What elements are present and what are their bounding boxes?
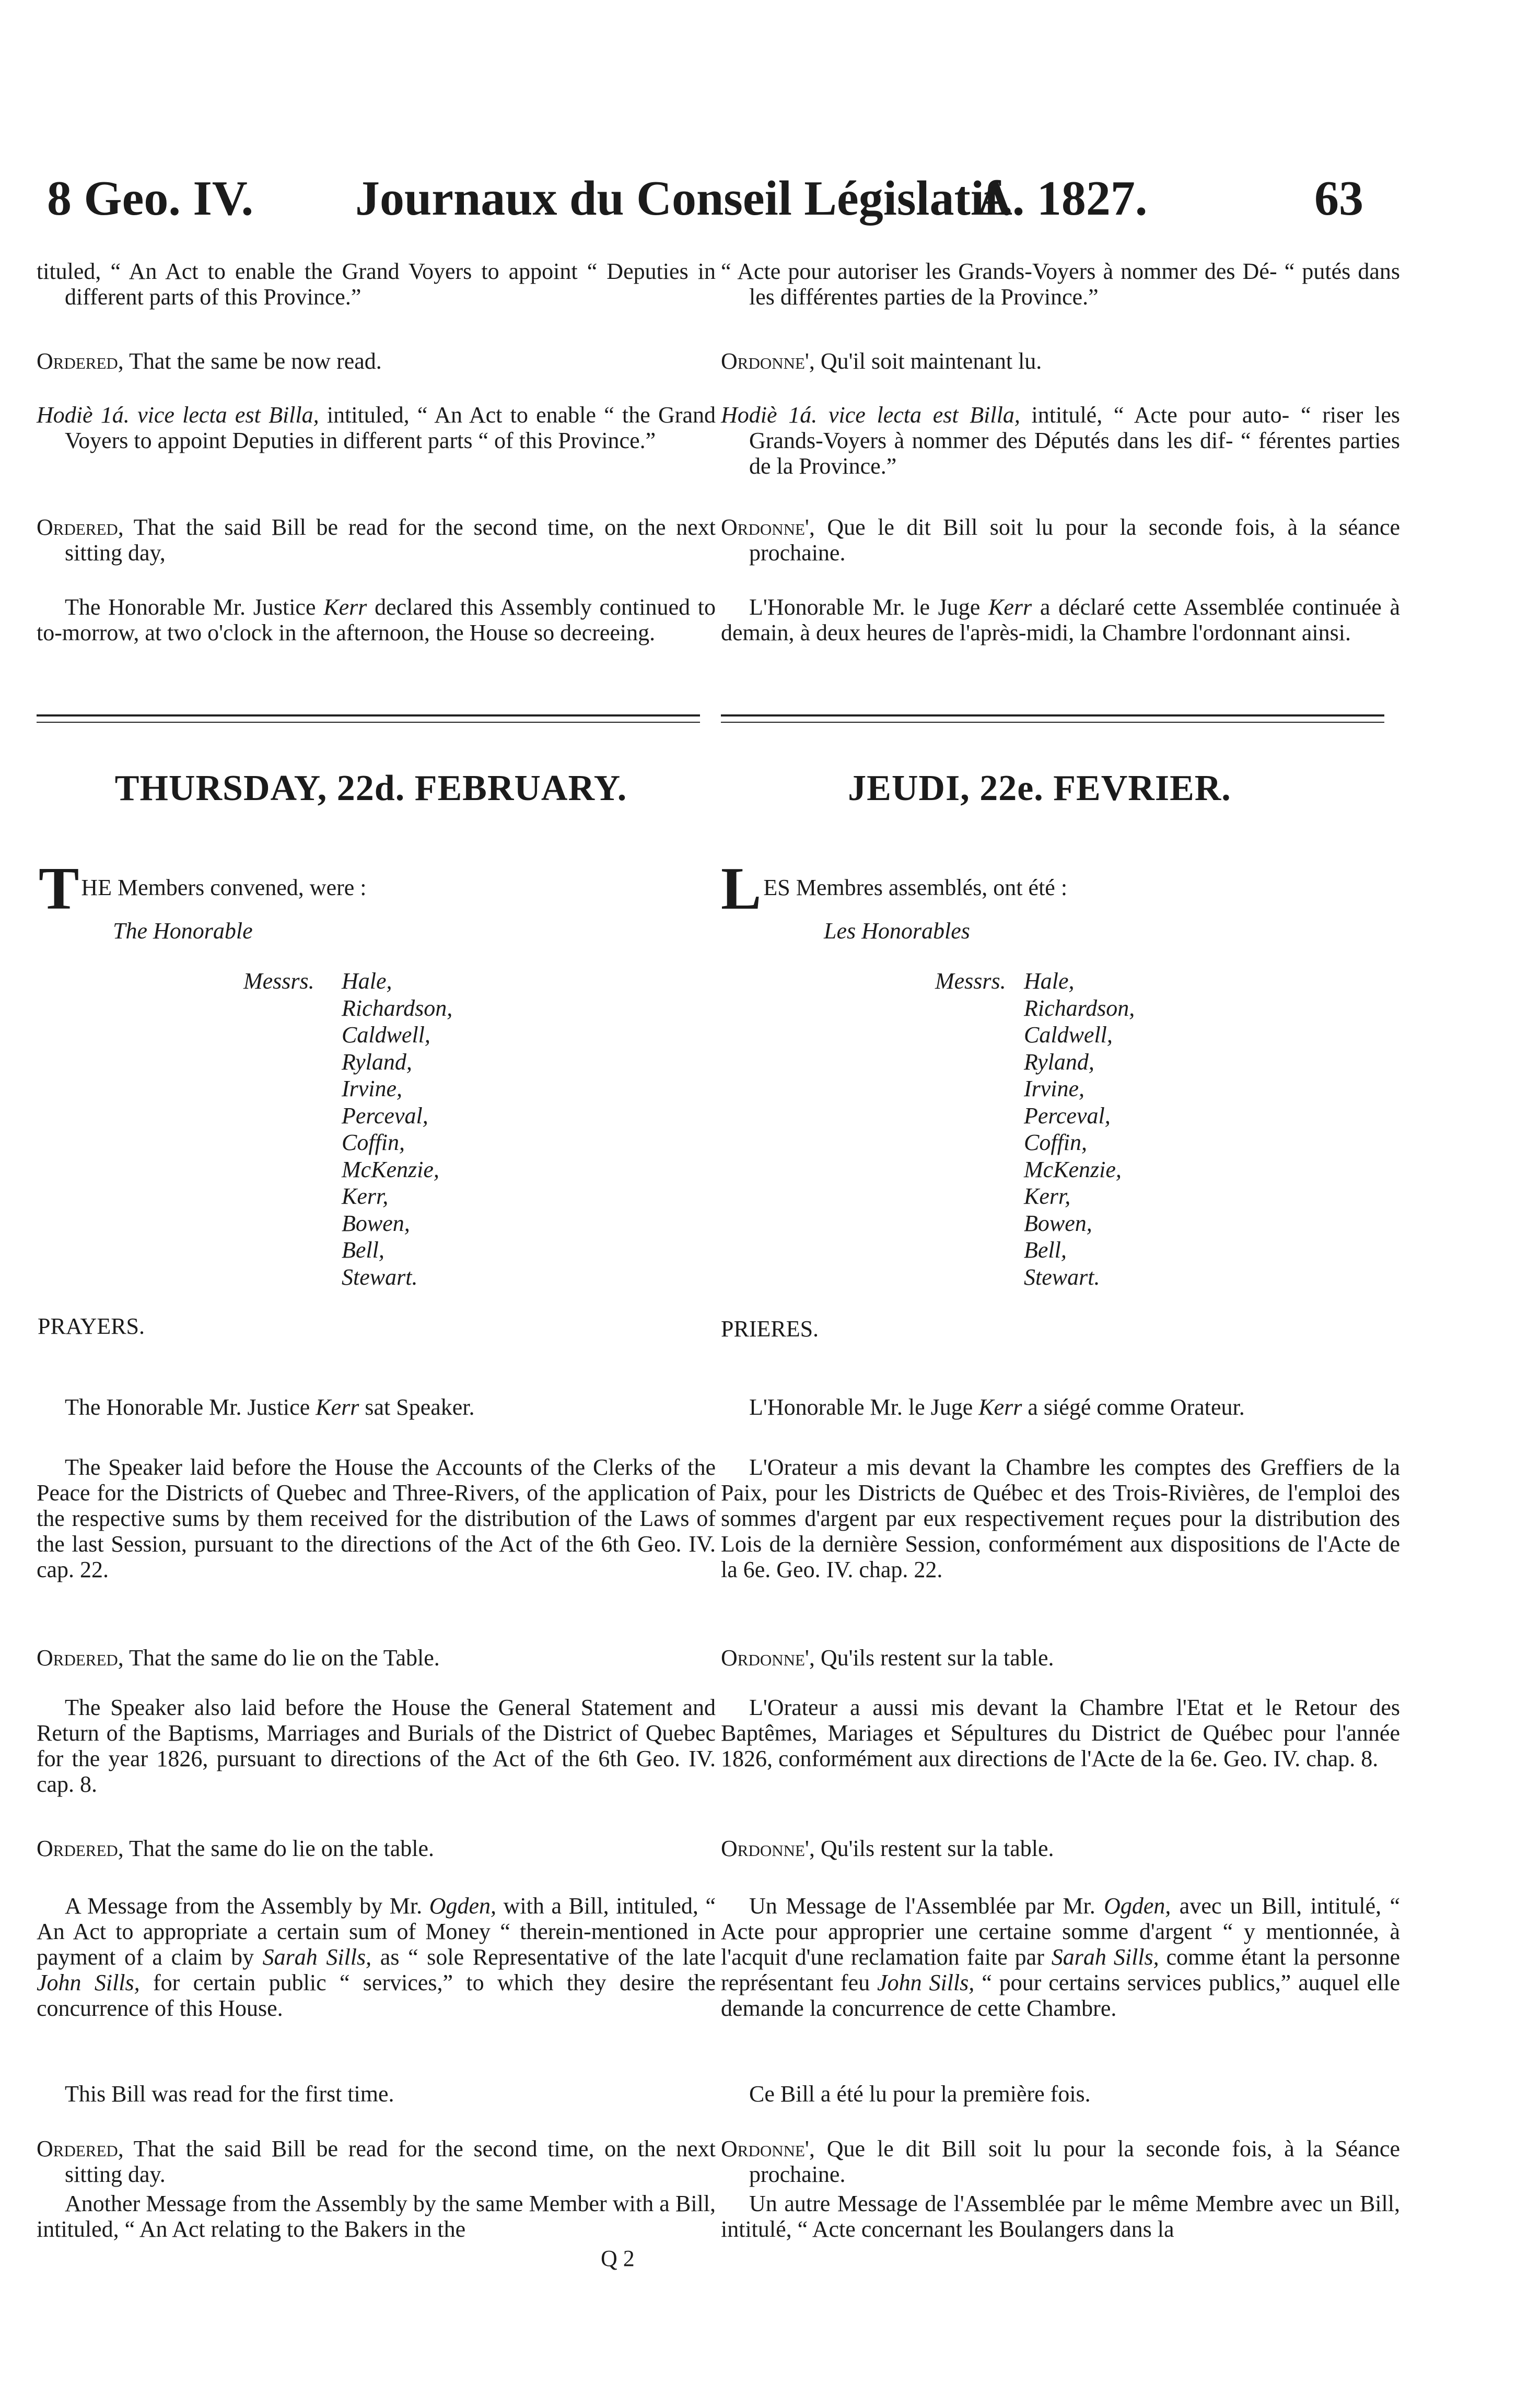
top-left-hodie [37, 402, 716, 453]
body-left-ordered-table [37, 1645, 716, 1671]
prayers-french: PRIERES. [721, 1316, 819, 1342]
section-rule-left-bottom [37, 722, 700, 723]
message-text-b: avec un Bill, intitulé, “ Acte pour approprier une certaine somme d'argent “ y mentionnée, à l'acquit d'une reclamation faite par [721, 1893, 1400, 1970]
member-name: McKenzie, [342, 1156, 439, 1182]
message-text-d: for certain public “ services,” to which they desire the concurrence of this House. [37, 1970, 716, 2021]
body-left-baptisms: The Speaker also laid before the House the General Statement and Return of the Baptisms, Marriages and Burials of the District of Quebec for the year 1826, pursuant to directions of the Act of the 6th Geo. IV. cap. 8. [37, 1695, 716, 1797]
speaker-text-a: The Honorable Mr. Justice [65, 1394, 316, 1420]
speaker-text-a: L'Honorable Mr. le Juge [749, 1394, 979, 1420]
ordered-text: That the said Bill be read for the second time, on the next sitting day, [65, 514, 716, 566]
honorable-label-french: Les Honorables [824, 918, 970, 944]
ordered-label: Ordered, [37, 348, 124, 374]
speaker-text-b: a siégé comme Orateur. [1022, 1394, 1245, 1420]
speaker-text-b: sat Speaker. [359, 1394, 475, 1420]
drop-cap: L [721, 855, 762, 922]
adjourn-text-b: a déclaré cette Assemblée continuée à demain, à deux heures de l'après-midi, la Chambre l'ordonnant ainsi. [721, 594, 1400, 645]
member-name: Coffin, [342, 1130, 405, 1155]
member-name: Ryland, [1024, 1049, 1094, 1075]
message-text-c: as “ sole Representative of the late [371, 1944, 716, 1970]
name-sarah-sills: Sarah Sills, [262, 1944, 372, 1970]
top-left-adjourn [37, 594, 716, 645]
name-ogden: Ogden, [1104, 1893, 1171, 1919]
ordonne-label: Ordonne', [721, 348, 815, 374]
top-left-ordered-second [37, 514, 716, 566]
header-title: Journaux du Conseil Législatif. [355, 171, 1013, 226]
top-right-adjourn [721, 594, 1400, 645]
prayers-english: PRAYERS. [38, 1313, 145, 1339]
header-reign: 8 Geo. IV. [47, 171, 254, 226]
member-name: Coffin, [1024, 1130, 1088, 1155]
body-left-speaker [37, 1394, 716, 1420]
member-name: Hale, [342, 968, 392, 994]
body-left-ordered-table-2 [37, 1836, 716, 1861]
name-kerr: Kerr [323, 594, 367, 620]
body-right-ordonne-table [721, 1645, 1400, 1671]
name-ogden: Ogden, [429, 1893, 497, 1919]
message-text-a: A Message from the Assembly by Mr. [65, 1893, 429, 1919]
body-right-bakers-message: Un autre Message de l'Assemblée par le même Membre avec un Bill, intitulé, “ Acte concernant les Boulangers dans la [721, 2191, 1400, 2242]
latin-phrase: Hodiè 1á. vice lecta est Billa, [37, 402, 319, 428]
ordonne-text: Que le dit Bill soit lu pour la seconde fois, à la séance prochaine. [749, 514, 1400, 566]
message-text-b: with a Bill, intituled, “ An Act to appropriate a certain sum of Money “ therein-mentioned in payment of a claim by [37, 1893, 716, 1970]
member-name: Richardson, [342, 995, 453, 1021]
ordonne-text: Qu'il soit maintenant lu. [814, 348, 1042, 374]
body-left-accounts: The Speaker laid before the House the Accounts of the Clerks of the Peace for the Districts of Quebec and Three-Rivers, of the application of the respective sums by them received for the distribution of the Laws of the last Session, pursuant to the directions of the Act of the 6th Geo. IV. cap. 22. [37, 1454, 716, 1582]
day-heading-english: THURSDAY, 22d. FEBRUARY. [114, 768, 627, 808]
ordonne-label: Ordonne', [721, 2136, 815, 2162]
ordonne-text: Qu'ils restent sur la table. [814, 1836, 1054, 1861]
message-text-d: “ pour certains services publics,” auquel elle demande la concurrence de cette Chambre. [721, 1970, 1400, 2021]
member-name: Stewart. [342, 1264, 418, 1290]
ordonne-label: Ordonne', [721, 514, 815, 540]
name-kerr: Kerr [978, 1394, 1022, 1420]
body-left-message-sills [37, 1893, 716, 2021]
message-text-c: comme étant la personne représentant feu [721, 1944, 1400, 1995]
body-right-accounts: L'Orateur a mis devant la Chambre les comptes des Greffiers de la Paix, pour les Districts de Québec et des Trois-Rivières, de l'emploi des sommes d'argent par eux respectivement reçues pour la distribution des Lois de la dernière Session, conformément aux dispositions de l'Acte de la 6e. Geo. IV. chap. 22. [721, 1454, 1400, 1582]
ordonne-label: Ordonne', [721, 1836, 815, 1861]
page-number: 63 [1314, 171, 1363, 226]
ordered-text: That the same do lie on the table. [123, 1836, 435, 1861]
name-kerr: Kerr [316, 1394, 359, 1420]
member-name: Bowen, [342, 1210, 410, 1236]
ordered-text: That the same do lie on the Table. [123, 1645, 440, 1671]
ordered-label: Ordered, [37, 514, 124, 540]
running-header [47, 167, 1363, 230]
adjourn-text-a: The Honorable Mr. Justice [65, 594, 324, 620]
name-kerr: Kerr [988, 594, 1032, 620]
header-year: A. 1827. [977, 171, 1148, 226]
body-right-first-reading: Ce Bill a été lu pour la première fois. [749, 2081, 1091, 2107]
member-name: Bell, [1024, 1237, 1067, 1263]
top-left-title-cont: tituled, “ An Act to enable the Grand Voyers to appoint “ Deputies in different parts of this Province.” [37, 259, 716, 310]
section-rule-left-top [37, 714, 700, 716]
member-name: Bowen, [1024, 1210, 1092, 1236]
name-john-sills: John Sills, [37, 1970, 140, 1995]
body-left-ordered-second [37, 2136, 716, 2187]
top-right-ordonne-second [721, 514, 1400, 566]
name-john-sills: John Sills, [877, 1970, 975, 1995]
member-name: Irvine, [342, 1076, 403, 1101]
ordered-label: Ordered, [37, 1836, 124, 1861]
messrs-label-english: Messrs. [243, 968, 314, 994]
section-rule-right-top [721, 714, 1384, 716]
top-right-ordonne-lu [721, 348, 1400, 374]
signature-mark: Q 2 [601, 2246, 635, 2271]
adjourn-text-a: L'Honorable Mr. le Juge [749, 594, 989, 620]
honorable-label-english: The Honorable [113, 918, 253, 944]
ordonne-text: Que le dit Bill soit lu pour la seconde fois, à la Séance prochaine. [749, 2136, 1400, 2187]
member-name: Richardson, [1024, 995, 1135, 1021]
member-name: Caldwell, [1024, 1022, 1113, 1048]
members-intro-french [721, 855, 1068, 922]
body-right-ordonne-second [721, 2136, 1400, 2187]
member-name: Perceval, [342, 1102, 428, 1129]
hodie-text: intitulé, “ Acte pour auto- “ riser les Grands-Voyers à nommer des Députés dans les dif- “ férentes parties de la Province.” [749, 402, 1400, 479]
adjourn-text-b: declared this Assembly continued to to-morrow, at two o'clock in the afternoon, the House so decreeing. [37, 594, 716, 645]
members-intro-english [39, 855, 367, 922]
ordered-label: Ordered, [37, 1645, 124, 1671]
member-name: Hale, [1024, 968, 1075, 994]
ordonne-text: Qu'ils restent sur la table. [814, 1645, 1054, 1671]
body-right-baptisms: L'Orateur a aussi mis devant la Chambre l'Etat et le Retour des Baptêmes, Mariages et Sépultures du District de Québec pour l'année 1826, conformément aux directions de l'Acte de la 6e. Geo. IV. chap. 8. [721, 1695, 1400, 1771]
hodie-text: intituled, “ An Act to enable “ the Grand Voyers to appoint Deputies in different parts “ of this Province.” [65, 402, 716, 453]
section-rule-right-bottom [721, 722, 1384, 723]
ordered-text: That the said Bill be read for the second time, on the next sitting day. [65, 2136, 716, 2187]
top-right-hodie [721, 402, 1400, 479]
member-name: McKenzie, [1024, 1156, 1122, 1182]
member-name: Kerr, [342, 1183, 389, 1209]
members-intro-text: HE Members convened, were : [81, 875, 367, 900]
message-text-a: Un Message de l'Assemblée par Mr. [749, 1893, 1104, 1919]
messrs-label-french: Messrs. [935, 968, 1006, 994]
member-name: Stewart. [1024, 1264, 1100, 1290]
body-left-bakers-message: Another Message from the Assembly by the same Member with a Bill, intituled, “ An Act relating to the Bakers in the [37, 2191, 716, 2242]
member-name: Ryland, [342, 1049, 412, 1075]
ordonne-label: Ordonne', [721, 1645, 815, 1671]
name-sarah-sills: Sarah Sills, [1051, 1944, 1159, 1970]
top-left-ordered-read [37, 348, 716, 374]
body-right-ordonne-table-2 [721, 1836, 1400, 1861]
member-name: Bell, [342, 1237, 384, 1263]
body-right-speaker [721, 1394, 1400, 1420]
member-name: Caldwell, [342, 1022, 430, 1048]
body-left-first-reading: This Bill was read for the first time. [65, 2081, 394, 2107]
member-name: Kerr, [1024, 1183, 1071, 1209]
latin-phrase: Hodiè 1á. vice lecta est Billa, [721, 402, 1020, 428]
member-names-french [1024, 968, 1135, 1290]
drop-cap: T [39, 855, 79, 922]
ordered-label: Ordered, [37, 2136, 124, 2162]
body-right-message-sills [721, 1893, 1400, 2021]
day-heading-french: JEUDI, 22e. FEVRIER. [848, 768, 1231, 808]
member-names-english [342, 968, 452, 1290]
member-name: Perceval, [1024, 1102, 1111, 1129]
members-intro-text: ES Membres assemblés, ont été : [763, 875, 1068, 900]
top-right-title-cont: “ Acte pour autoriser les Grands-Voyers à nommer des Dé- “ putés dans les différentes parties de la Province.” [721, 259, 1400, 310]
member-name: Irvine, [1024, 1076, 1085, 1101]
ordered-text: That the same be now read. [123, 348, 382, 374]
